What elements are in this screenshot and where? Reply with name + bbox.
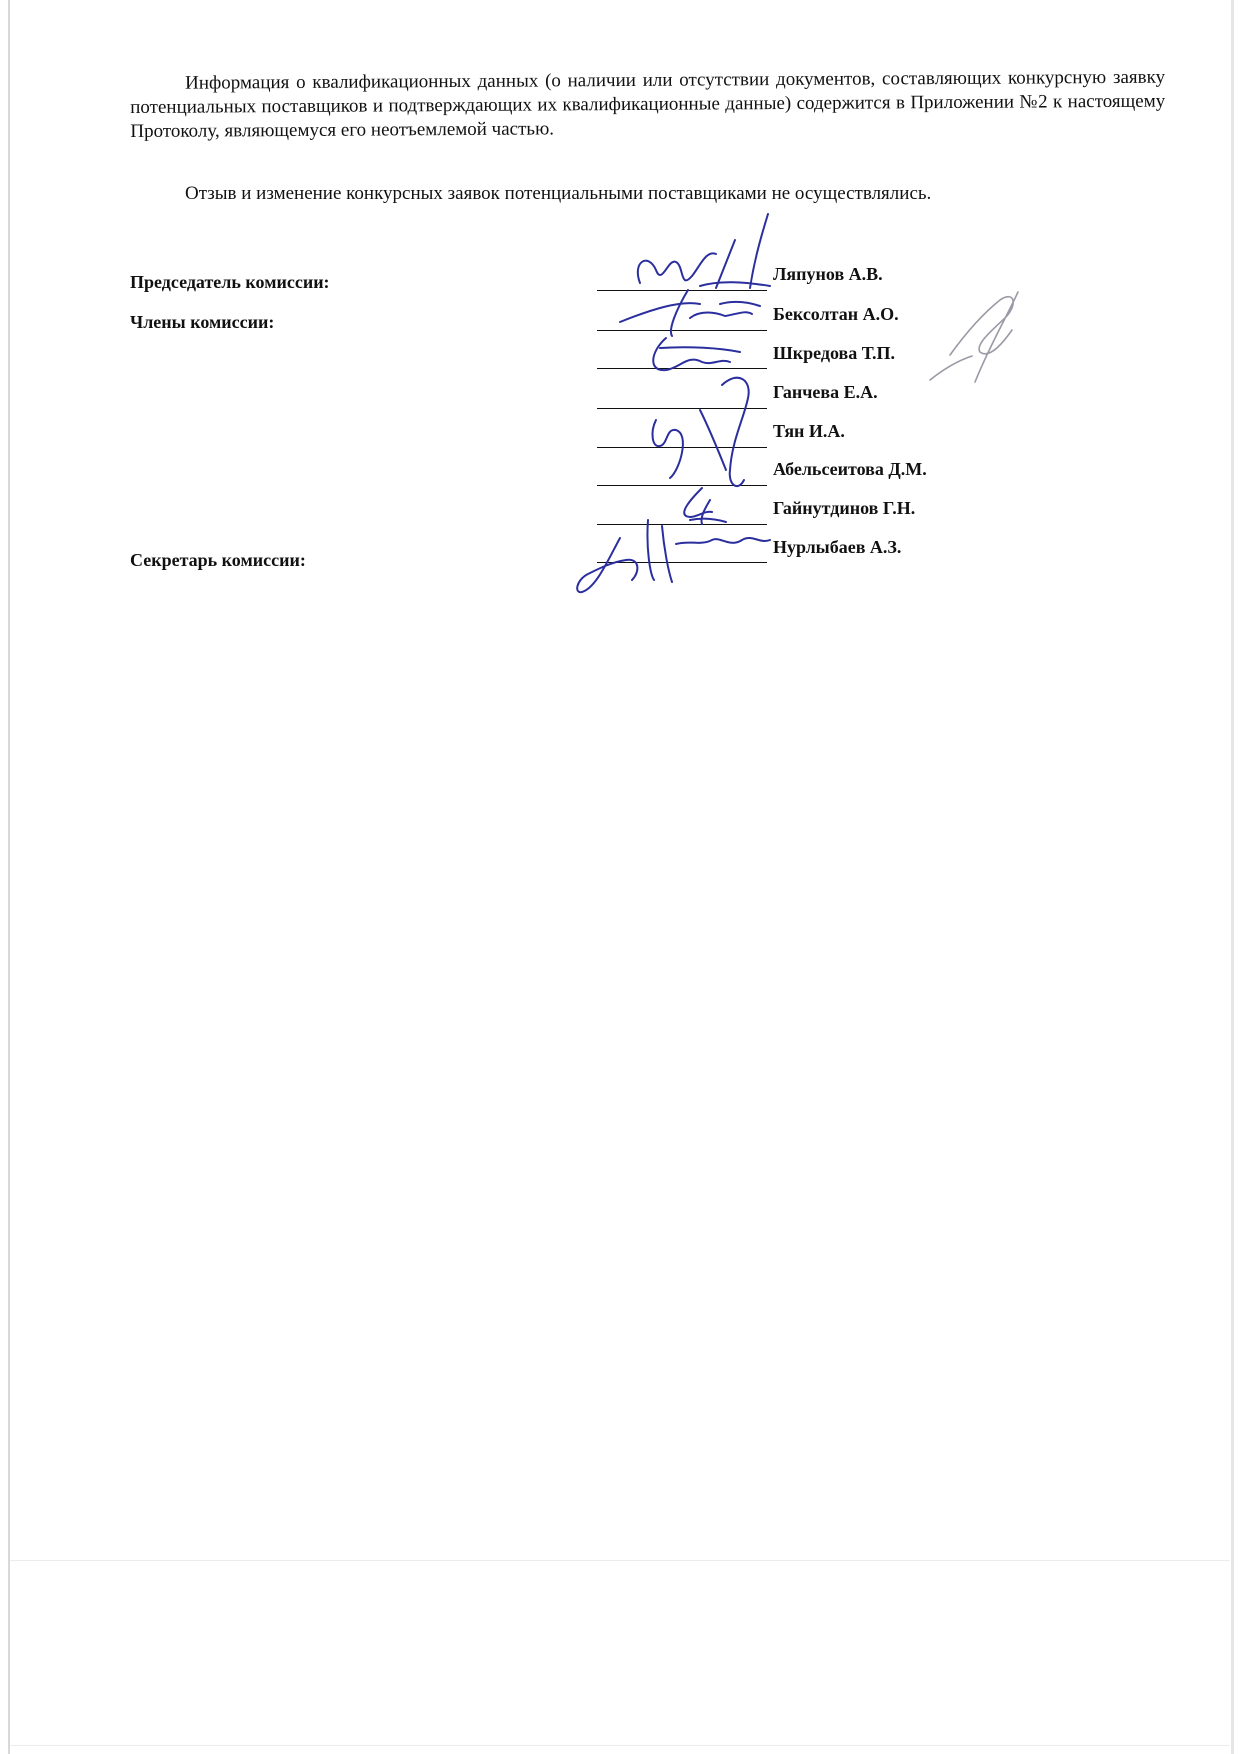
- signature-secretary: [577, 520, 770, 592]
- scan-artifact-line: [10, 1560, 1230, 1561]
- signatory-name: Тян И.А.: [773, 421, 845, 441]
- signatory-name: Ляпунов А.В.: [773, 264, 883, 284]
- chairman-label: Председатель комиссии:: [130, 272, 330, 292]
- signature-line: [597, 330, 767, 331]
- signature-line: [597, 562, 767, 563]
- signature-member-4: [653, 410, 726, 478]
- signature-member-2-grey: [930, 292, 1018, 382]
- signatory-name: Гайнутдинов Г.Н.: [773, 498, 916, 518]
- qualification-info-paragraph: Информация о квалификационных данных (о наличии или отсутствии документов, составляющих конкурсную заявку потенциальных поставщиков и подтверждающих их квалификационные данные) содержится в Приложении №2 к настоящему Протоколу, являющемуся его неотъемлемой частью.: [130, 66, 1166, 142]
- signatory-name: Бексолтан А.О.: [773, 304, 899, 324]
- withdrawal-paragraph: Отзыв и изменение конкурсных заявок потенциальными поставщиками не осуществлялись.: [185, 183, 932, 204]
- signature-line: [597, 524, 767, 525]
- signatory-name: Шкредова Т.П.: [773, 343, 895, 363]
- signature-member-6: [690, 500, 726, 524]
- signature-line: [597, 447, 767, 448]
- signature-chairman: [638, 214, 770, 288]
- signature-line: [597, 368, 767, 369]
- signatory-name: Ганчева Е.А.: [773, 382, 878, 402]
- signatory-name: Абельсеитова Д.М.: [773, 459, 927, 479]
- signature-member-5: [684, 488, 712, 517]
- signature-member-3: [722, 378, 749, 486]
- signatory-name: Нурлыбаев А.З.: [773, 537, 902, 557]
- signature-member-2: [653, 338, 740, 370]
- members-label: Члены комиссии:: [130, 312, 275, 332]
- signature-line: [597, 408, 767, 409]
- signature-line: [597, 485, 767, 486]
- signature-line: [597, 290, 767, 291]
- scan-artifact-line: [10, 1745, 1230, 1746]
- scan-edge-right: [1231, 0, 1234, 1754]
- scan-edge-left: [8, 0, 10, 1754]
- secretary-label: Секретарь комиссии:: [130, 550, 306, 570]
